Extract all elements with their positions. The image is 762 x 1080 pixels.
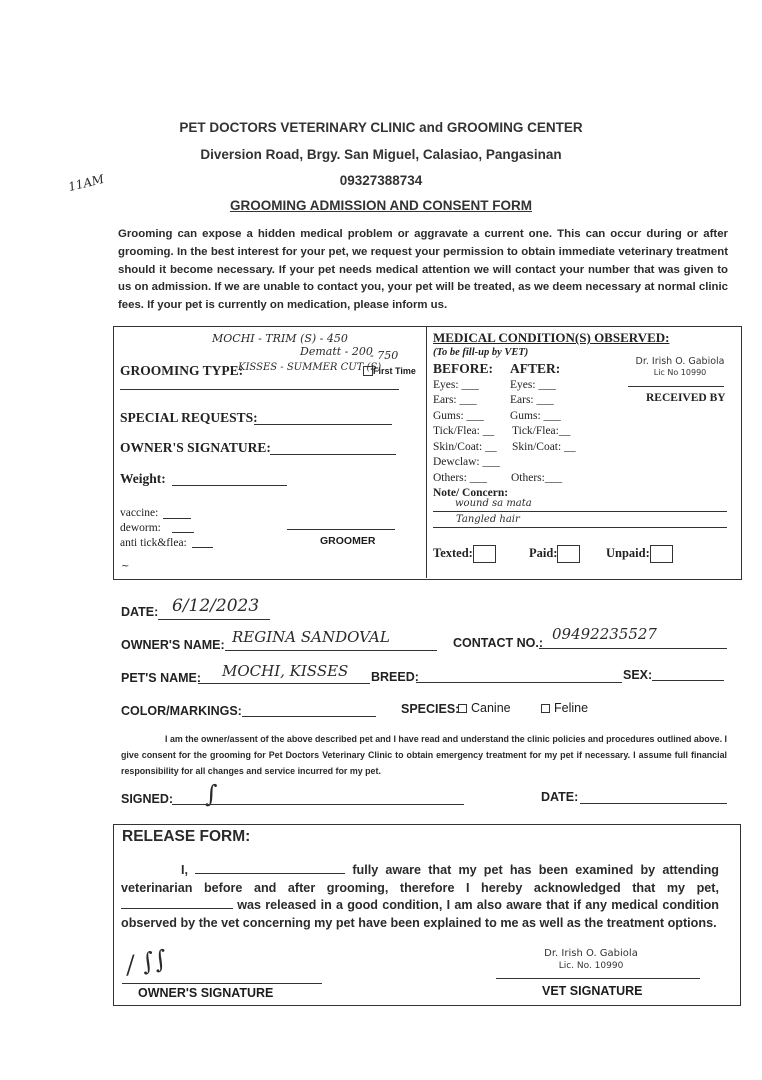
grooming-type-line <box>120 389 399 390</box>
release-title: RELEASE FORM: <box>122 828 251 845</box>
release-paragraph: I, fully aware that my pet has been examined by attending veterinarian before and after grooming, therefore I hereby acknowledged that my pet, was released in a good condition, I am also aware that if any medical condition observed by the vet concerning my pet have been explained to me as well as the treatment options. <box>121 863 720 931</box>
canine-checkbox[interactable] <box>458 704 467 713</box>
owner-signature-line <box>270 454 396 455</box>
after-label: AFTER: <box>510 361 561 376</box>
clinic-phone: 09327388734 <box>339 173 423 188</box>
date-value[interactable]: 6/12/2023 <box>172 596 260 616</box>
check-after-eyes: Eyes: ___ <box>510 379 556 391</box>
feline-checkbox[interactable] <box>541 704 550 713</box>
weight-label: Weight: <box>120 471 166 486</box>
check-after-ears: Ears: ___ <box>510 394 554 406</box>
vet-stamp-name: Dr. Irish O. Gabiola <box>635 356 725 367</box>
handwritten-service-1: MOCHI - TRIM (S) - 450 <box>212 332 348 345</box>
special-requests-label: SPECIAL REQUESTS: <box>120 410 258 425</box>
owner-signature-label: OWNER'S SIGNATURE: <box>120 440 271 455</box>
first-time-checkbox[interactable] <box>363 366 373 376</box>
weight-line <box>172 485 287 486</box>
check-before-eyes: Eyes: ___ <box>433 379 479 391</box>
groomer-line <box>287 529 395 530</box>
deworm-label: deworm: <box>120 522 161 534</box>
handwritten-service-2: Dematt - 200 <box>300 345 373 358</box>
texted-checkbox[interactable] <box>473 545 496 563</box>
received-by-line <box>628 386 724 387</box>
breed-label: BREED: <box>371 670 419 684</box>
signed-mark: ∫ <box>205 780 218 808</box>
contact-value[interactable]: 09492235527 <box>552 625 657 643</box>
check-before-dewclaw: Dewclaw: ___ <box>433 456 500 468</box>
pet-name-value[interactable]: MOCHI, KISSES <box>222 662 349 680</box>
before-label: BEFORE: <box>433 361 494 376</box>
medical-title: MEDICAL CONDITION(S) OBSERVED: <box>433 330 670 345</box>
date-label: DATE: <box>121 605 159 619</box>
color-line <box>242 716 376 717</box>
check-before-tick: Tick/Flea: __ <box>433 425 495 437</box>
signed-line <box>172 804 464 805</box>
signed-date-label: DATE: <box>541 790 579 804</box>
release-stamp-name: Dr. Irish O. Gabiola <box>544 948 638 959</box>
owner-signature-mark: / ∫∫ <box>123 944 169 980</box>
vaccine-label: vaccine: <box>120 507 159 519</box>
handwritten-total: - 750 <box>370 349 399 362</box>
vaccine-line <box>163 518 191 519</box>
margin-note: 11AM <box>66 171 106 195</box>
owner-signature-rule <box>122 983 322 984</box>
grooming-type-value: KISSES - SUMMER CUT (S) <box>238 362 382 373</box>
species-label: SPECIES: <box>401 702 460 716</box>
clinic-address: Diversion Road, Brgy. San Miguel, Calasiao, Pangasinan <box>200 147 562 162</box>
first-time-label: First Time <box>373 366 416 376</box>
canine-option[interactable]: Canine <box>458 701 511 715</box>
note-line-2: Tangled hair <box>456 514 520 525</box>
groomer-label: GROOMER <box>320 535 376 547</box>
note-label: Note/ Concern: <box>433 487 509 499</box>
owner-name-value[interactable]: REGINA SANDOVAL <box>232 628 390 646</box>
release-stamp-lic: Lic. No. 10990 <box>558 961 624 971</box>
pet-name-label: PET'S NAME: <box>121 671 202 685</box>
sex-line <box>652 680 724 681</box>
paid-checkbox[interactable] <box>557 545 580 563</box>
date-line <box>158 619 270 620</box>
received-by-label: RECEIVED BY <box>646 392 726 404</box>
check-before-others: Others: ___ <box>433 472 487 484</box>
form-title: GROOMING ADMISSION AND CONSENT FORM <box>230 198 532 213</box>
contact-label: CONTACT NO.: <box>453 636 544 650</box>
paid-field: Paid: <box>529 545 580 563</box>
owner-name-line <box>225 650 437 651</box>
sex-label: SEX: <box>623 668 653 682</box>
box-mark: ~ <box>121 561 130 572</box>
consent-paragraph: I am the owner/assent of the above described pet and I have read and understand the clinic policies and procedures outlined above. I give consent for the grooming for Pet Doctors Veterinary Clinic to obtain emergency treatment for my pet if necessary. I assume full financial responsibility for all changes and service incurred for my pet. <box>121 734 727 776</box>
check-after-others: Others:___ <box>511 472 563 484</box>
unpaid-checkbox[interactable] <box>650 545 673 563</box>
special-requests-line <box>254 424 392 425</box>
pet-name-line <box>198 683 370 684</box>
note-line-1: wound sa mata <box>455 498 532 509</box>
texted-field: Texted: <box>433 545 496 563</box>
box-divider <box>426 326 427 578</box>
feline-option[interactable]: Feline <box>541 701 588 715</box>
contact-line <box>539 648 727 649</box>
color-label: COLOR/MARKINGS: <box>121 704 242 718</box>
check-before-skin: Skin/Coat: __ <box>433 441 497 453</box>
check-before-gums: Gums: ___ <box>433 410 484 422</box>
note-rule-1 <box>433 511 727 512</box>
anti-tick-label: anti tick&flea: <box>120 537 187 549</box>
intro-paragraph: Grooming can expose a hidden medical problem or aggravate a current one. This can occur during or after grooming. In the best interest for your pet, we request your permission to obtain immediate veterinary treatment should it become necessary. If your pet needs medical attention we will contact your number that was given to us on admission. If we are unable to contact you, your pet will be treated, as we deem necessary at normal clinic fees. If your pet is currently on medication, please inform us. <box>118 228 728 312</box>
anti-tick-line <box>192 547 213 548</box>
check-after-skin: Skin/Coat: __ <box>512 441 576 453</box>
check-before-ears: Ears: ___ <box>433 394 477 406</box>
deworm-line <box>172 532 194 533</box>
vet-signature-label: VET SIGNATURE <box>542 984 643 998</box>
note-rule-2 <box>433 527 727 528</box>
vet-stamp-lic: Lic No 10990 <box>653 368 707 377</box>
vet-signature-rule <box>496 978 700 979</box>
grooming-type-label: GROOMING TYPE: <box>120 363 244 378</box>
signed-date-line <box>580 803 727 804</box>
owner-signature-label-release: OWNER'S SIGNATURE <box>138 986 274 1000</box>
owner-name-label: OWNER'S NAME: <box>121 638 225 652</box>
breed-line <box>416 682 622 683</box>
signed-label: SIGNED: <box>121 792 174 806</box>
check-after-gums: Gums: ___ <box>510 410 561 422</box>
unpaid-field: Unpaid: <box>606 545 673 563</box>
clinic-name: PET DOCTORS VETERINARY CLINIC and GROOMING CENTER <box>179 120 583 135</box>
check-after-tick: Tick/Flea:__ <box>512 425 571 437</box>
medical-subtitle: (To be fill-up by VET) <box>433 347 529 358</box>
